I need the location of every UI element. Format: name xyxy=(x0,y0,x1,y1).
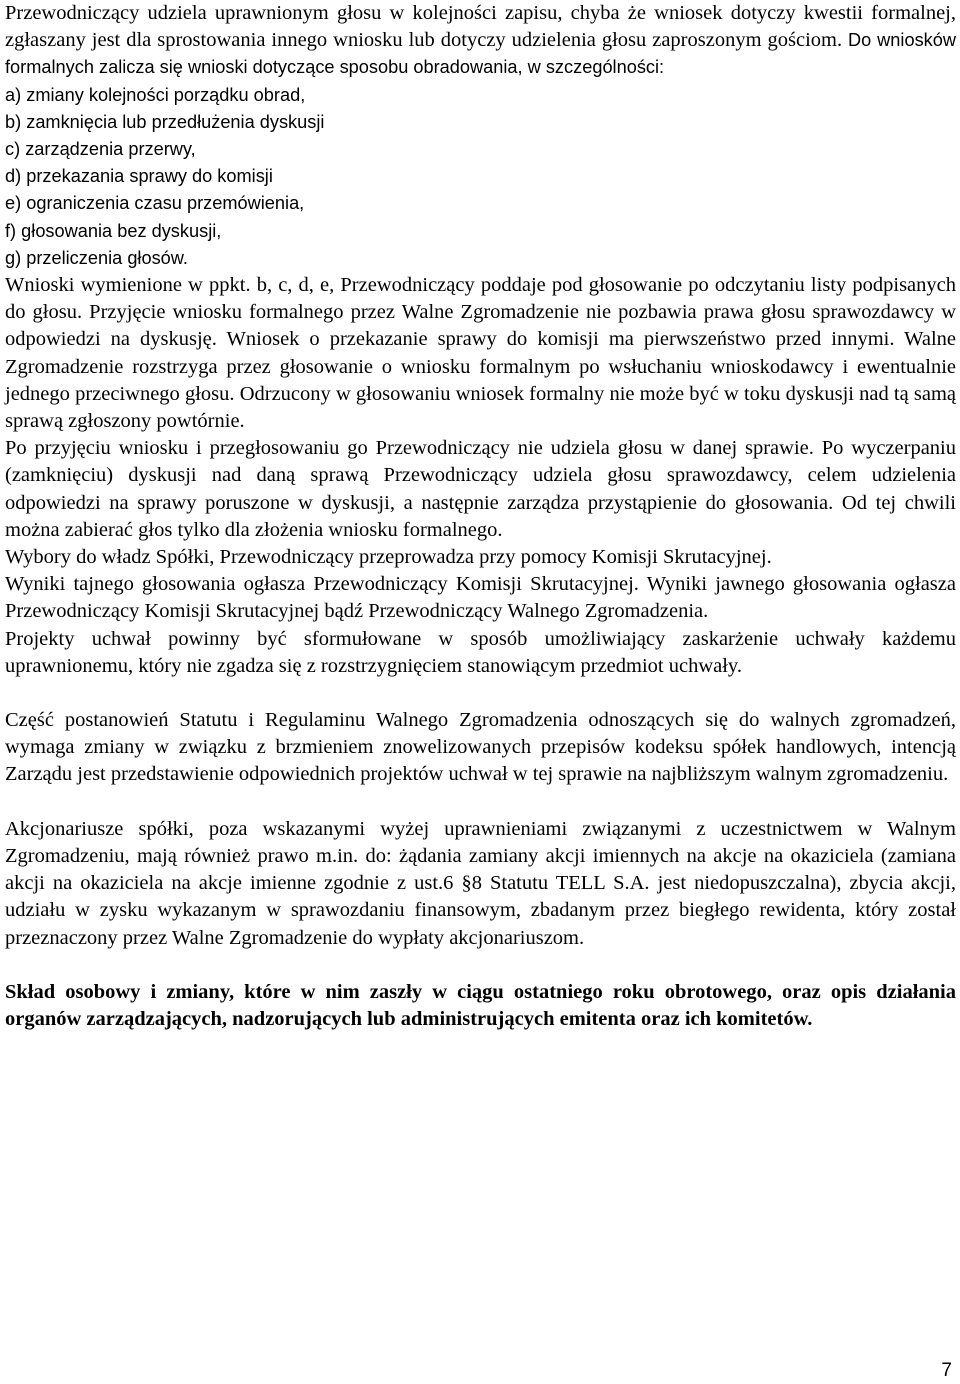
list-item: e) ograniczenia czasu przemówienia, xyxy=(5,193,305,214)
paragraph-shareholder-rights: Akcjonariusze spółki, poza wskazanymi wyżej uprawnieniami związanymi z uczestnictwem w Walnym Zgromadzeniu, mają również prawo m.in. do: żądania zamiany akcji imiennych na akcje na okaziciela (zamiana akcji na okaziciela na akcje imienne zgodnie z ust.6 §8 Statutu TELL S.A. jest niedopuszczalna), zbycia akcji, udziału w zysku wykazanym w sprawozdaniu finansowym, zbadanym przez biegłego rewidenta, który został przeznaczony przez Walne Zgromadzenie do wypłaty akcjonariuszom. xyxy=(5,817,956,949)
spacer xyxy=(5,952,956,979)
paragraph-formal-motions-intro: Do wniosków formalnych zalicza się wnioski dotyczące sposobu obradowania, w szczególności: xyxy=(5,30,956,78)
paragraph-speaking-order-serif: Przewodniczący udziela uprawnionym głosu w kolejności zapisu, chyba że wniosek dotyczy kwestii formalnej, zgłaszany jest dla sprostowania innego wniosku lub dotyczy udzielenia głosu zaproszonym gościom. xyxy=(5,2,956,52)
document-page xyxy=(5,0,956,1033)
paragraph-speaking-order xyxy=(5,0,956,82)
list-item: f) głosowania bez dyskusji, xyxy=(5,220,222,241)
section-heading: Skład osobowy i zmiany, które w nim zaszły w ciągu ostatniego roku obrotowego, oraz opis działania organów zarządzających, nadzorujących lub administrujących emitenta oraz ich komitetów. xyxy=(5,980,956,1030)
paragraph-elections: Wybory do władz Spółki, Przewodniczący przeprowadza przy pomocy Komisji Skrutacyjnej. xyxy=(5,546,772,569)
spacer xyxy=(5,680,956,707)
page-number: 7 xyxy=(941,1360,952,1381)
list-item: a) zmiany kolejności porządku obrad, xyxy=(5,84,306,105)
list-item: d) przekazania sprawy do komisji xyxy=(5,166,273,187)
paragraph-after-motion: Po przyjęciu wniosku i przegłosowaniu go Przewodniczący nie udziela głosu w danej sprawie. Po wyczerpaniu (zamknięciu) dyskusji nad daną sprawą Przewodniczący udziela głosu sprawozdawcy, celem udzielenia odpowiedzi na sprawy poruszone w dyskusji, a następnie zarządza przystąpienie do głosowania. Od tej chwili można zabierać głos tylko dla złożenia wniosku formalnego. xyxy=(5,437,956,541)
paragraph-voting-results: Wyniki tajnego głosowania ogłasza Przewodniczący Komisji Skrutacyjnej. Wyniki jawnego głosowania ogłasza Przewodniczący Komisji Skrutacyjnej bądź Przewodniczący Walnego Zgromadzenia. xyxy=(5,573,956,623)
list-item: g) przeliczenia głosów. xyxy=(5,247,188,268)
paragraph-statute-changes: Część postanowień Statutu i Regulaminu Walnego Zgromadzenia odnoszących się do walnych zgromadzeń, wymaga zmiany w związku z brzmieniem znowelizowanych przepisów kodeksu spółek handlowych, intencją Zarządu jest przedstawienie odpowiednich projektów uchwał w tej sprawie na najbliższym walnym zgromadzeniu. xyxy=(5,709,956,786)
paragraph-resolution-drafts: Projekty uchwał powinny być sformułowane w sposób umożliwiający zaskarżenie uchwały każdemu uprawnionemu, który nie zgadza się z rozstrzygnięciem stanowiącym przedmiot uchwały. xyxy=(5,627,956,677)
formal-motions-list xyxy=(5,82,956,272)
list-item: b) zamknięcia lub przedłużenia dyskusji xyxy=(5,111,325,132)
spacer xyxy=(5,789,956,816)
list-item: c) zarządzenia przerwy, xyxy=(5,139,196,160)
paragraph-motion-voting: Wnioski wymienione w ppkt. b, c, d, e, Przewodniczący poddaje pod głosowanie po odczytaniu listy podpisanych do głosu. Przyjęcie wniosku formalnego przez Walne Zgromadzenie nie pozbawia prawa głosu sprawozdawcy w odpowiedzi na dyskusję. Wniosek o przekazanie sprawy do komisji ma pierwszeństwo przed innymi. Walne Zgromadzenie rozstrzyga przez głosowanie o wniosku formalnym po wsłuchaniu wnioskodawcy i ewentualnie jednego przeciwnego głosu. Odrzucony w głosowaniu wniosek formalny nie może być w toku dyskusji nad tą samą sprawą zgłoszony powtórnie. xyxy=(5,274,956,433)
